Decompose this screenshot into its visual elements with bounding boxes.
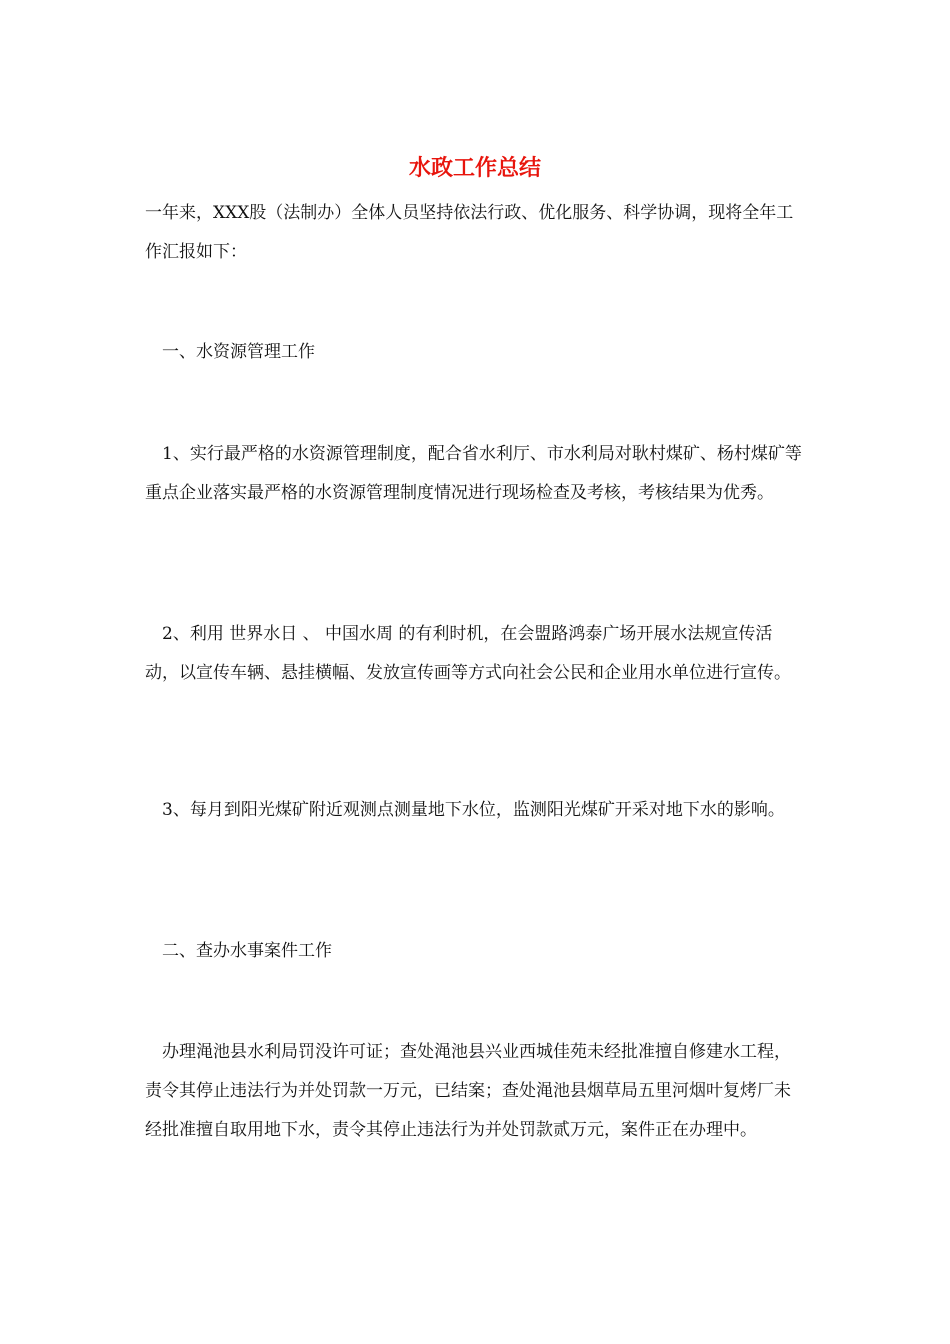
item-paragraph-2: 2、利用 世界水日 、 中国水周 的有利时机，在会盟路鸿泰广场开展水法规宣传活动，以宣传车辆、悬挂横幅、发放宣传画等方式向社会公民和企业用水单位进行宣传。 [145, 624, 791, 683]
item-paragraph-3: 3、每月到阳光煤矿附近观测点测量地下水位，监测阳光煤矿开采对地下水的影响。 [145, 800, 785, 820]
section-heading-water-resources: 一、水资源管理工作 [145, 342, 315, 362]
document-title: 水政工作总结 [408, 155, 541, 181]
cases-paragraph: 办理渑池县水利局罚没许可证；查处渑池县兴业西城佳苑未经批准擅自修建水工程，责令其停止违法行为并处罚款一万元，已结案；查处渑池县烟草局五里河烟叶复烤厂未经批准擅自取用地下水，责令其停止违法行为并处罚款贰万元，案件正在办理中。 [145, 1042, 791, 1140]
item-paragraph-1: 1、实行最严格的水资源管理制度，配合省水利厅、市水利局对耿村煤矿、杨村煤矿等重点企业落实最严格的水资源管理制度情况进行现场检查及考核，考核结果为优秀。 [145, 444, 802, 503]
section-heading-cases: 二、查办水事案件工作 [145, 941, 332, 961]
intro-paragraph: 一年来，XXX股（法制办）全体人员坚持依法行政、优化服务、科学协调，现将全年工作汇报如下： [145, 203, 794, 262]
